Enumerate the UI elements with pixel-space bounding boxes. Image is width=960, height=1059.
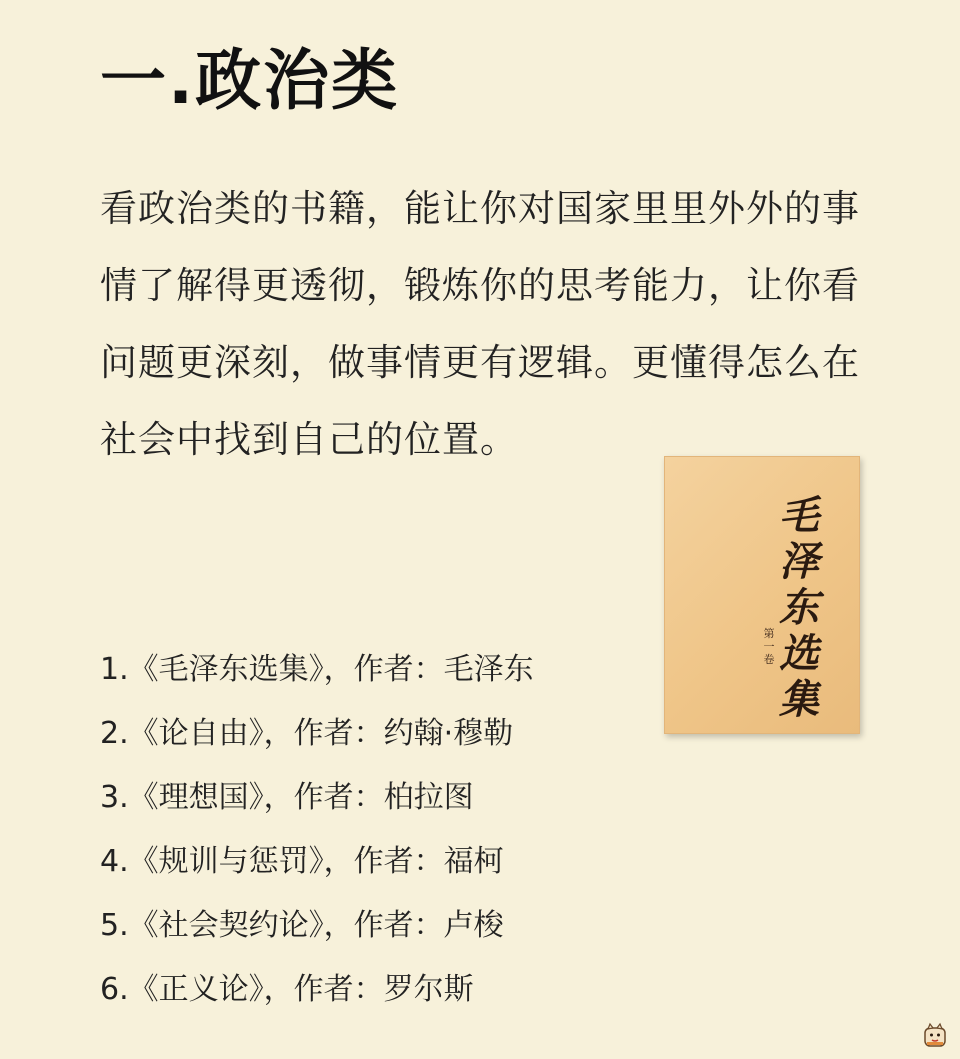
book-list — [100, 638, 534, 1022]
cover-title-char: 泽 — [779, 538, 819, 585]
list-item: 4.《规训与惩罚》，作者：福柯 — [100, 844, 504, 879]
list-item: 3.《理想国》，作者：柏拉图 — [100, 780, 474, 815]
cover-title-char: 选 — [779, 630, 819, 677]
section-heading: 一.政治类 — [100, 42, 400, 119]
cover-title — [777, 493, 821, 723]
list-item: 5.《社会契约论》，作者：卢梭 — [100, 908, 504, 943]
intro-paragraph: 看政治类的书籍，能让你对国家里里外外的事情了解得更透彻，锻炼你的思考能力，让你看问题更深刻，做事情更有逻辑。更懂得怎么在社会中找到自己的位置。 — [100, 187, 860, 461]
cover-volume — [763, 627, 775, 666]
cover-title-char: 毛 — [779, 492, 819, 539]
list-item: 1.《毛泽东选集》，作者：毛泽东 — [100, 652, 534, 687]
cover-title-char: 集 — [779, 676, 819, 723]
book-cover-image — [664, 456, 860, 734]
mascot-sticker-icon — [922, 1022, 948, 1048]
list-item: 2.《论自由》，作者：约翰·穆勒 — [100, 716, 514, 751]
cover-volume-char: 卷 — [763, 653, 775, 666]
cover-volume-char: 第 — [763, 627, 775, 640]
cover-title-char: 东 — [779, 584, 819, 631]
list-item: 6.《正义论》，作者：罗尔斯 — [100, 972, 474, 1007]
cover-volume-char: 一 — [763, 640, 775, 653]
